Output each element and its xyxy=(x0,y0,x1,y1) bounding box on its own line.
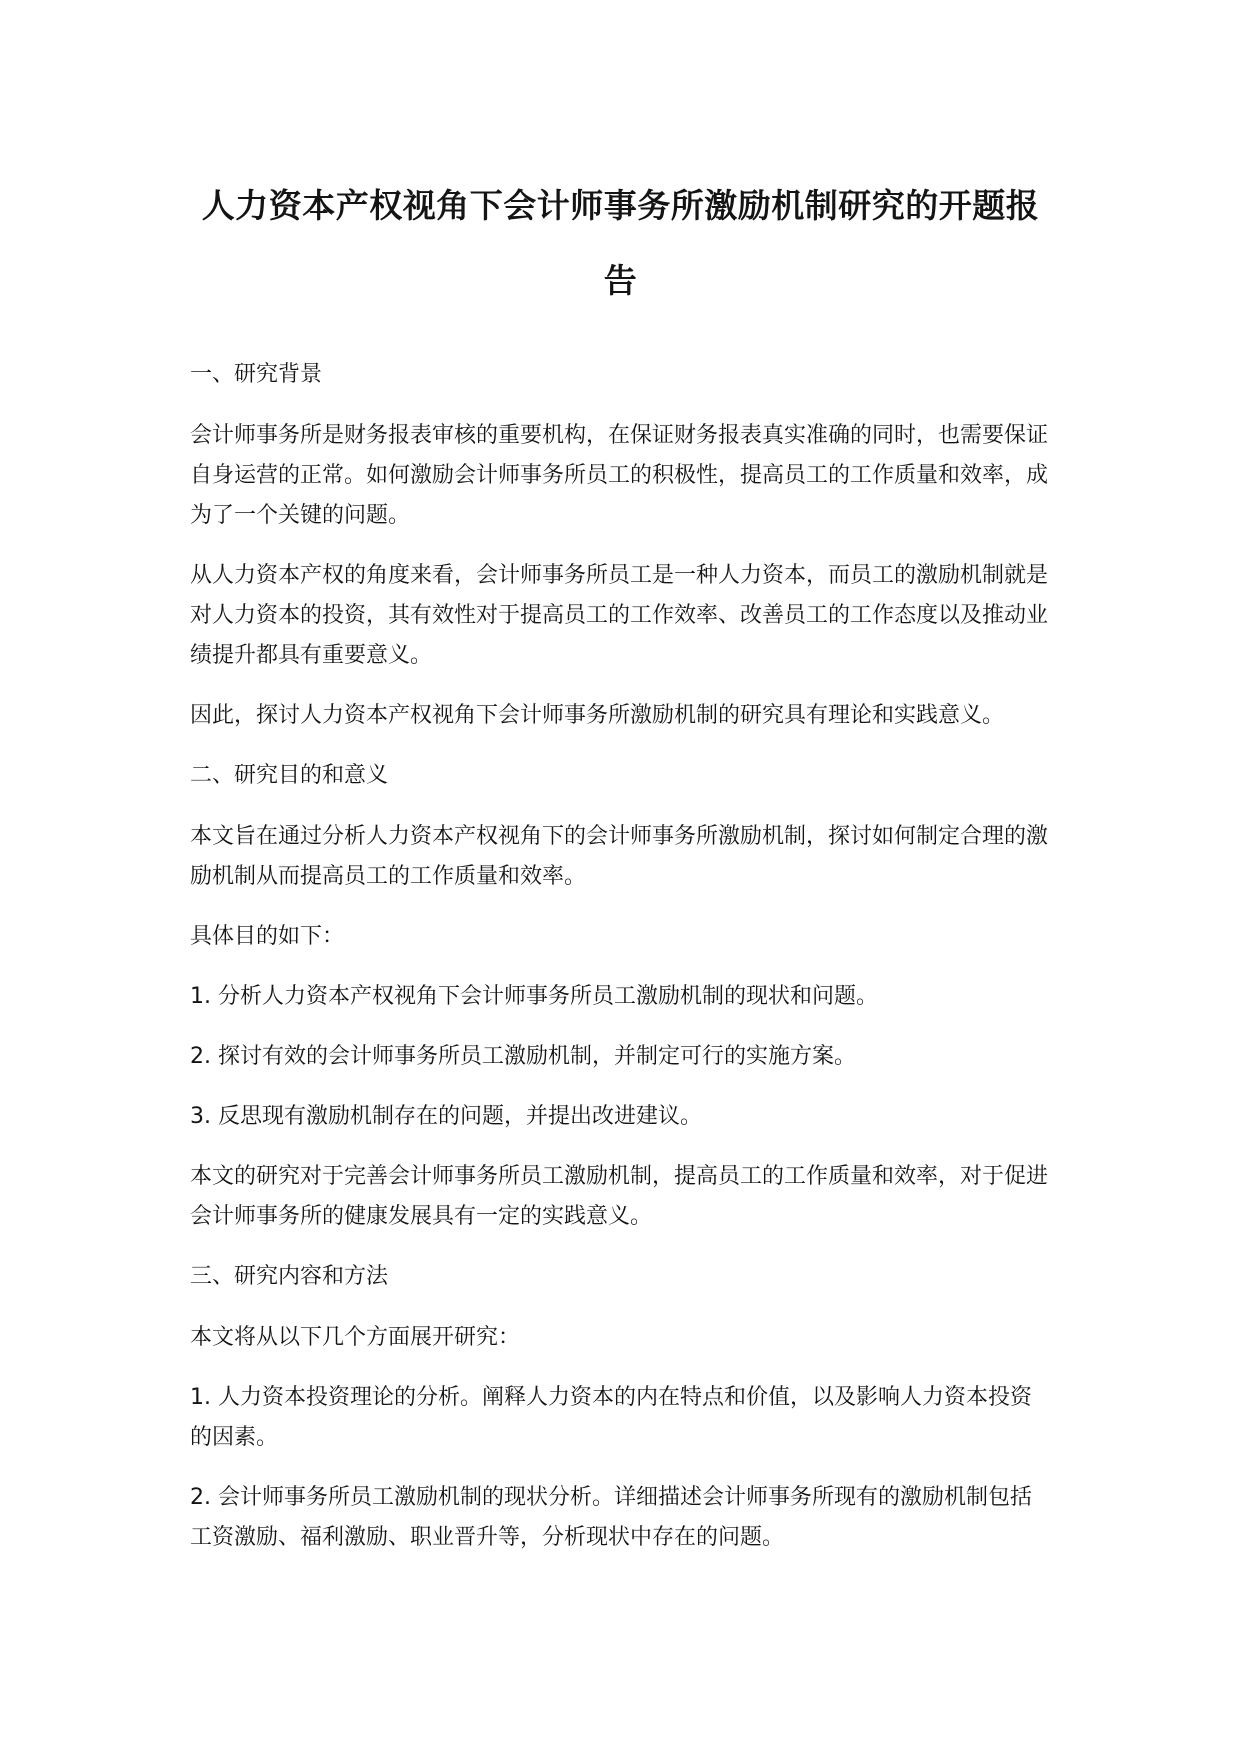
paragraph: 本文将从以下几个方面展开研究： xyxy=(190,1325,521,1350)
paragraph: 因此，探讨人力资本产权视角下会计师事务所激励机制的研究具有理论和实践意义。 xyxy=(190,703,1005,728)
section-heading-content-method: 三、研究内容和方法 xyxy=(190,1264,389,1289)
list-item: 1. 分析人力资本产权视角下会计师事务所员工激励机制的现状和问题。 xyxy=(190,984,878,1009)
list-item: 2. 探讨有效的会计师事务所员工激励机制，并制定可行的实施方案。 xyxy=(190,1044,856,1069)
list-item: 1. 人力资本投资理论的分析。阐释人力资本的内在特点和价值，以及影响人力资本投资的因素。 xyxy=(190,1385,1032,1450)
paragraph: 具体目的如下： xyxy=(190,924,345,949)
paragraph: 本文的研究对于完善会计师事务所员工激励机制，提高员工的工作质量和效率，对于促进会计师事务所的健康发展具有一定的实践意义。 xyxy=(190,1164,1049,1229)
paragraph: 会计师事务所是财务报表审核的重要机构，在保证财务报表真实准确的同时，也需要保证自身运营的正常。如何激励会计师事务所员工的积极性，提高员工的工作质量和效率，成为了一个关键的问题。 xyxy=(190,423,1049,528)
paragraph: 本文旨在通过分析人力资本产权视角下的会计师事务所激励机制，探讨如何制定合理的激励机制从而提高员工的工作质量和效率。 xyxy=(190,824,1049,889)
paragraph: 从人力资本产权的角度来看，会计师事务所员工是一种人力资本，而员工的激励机制就是对人力资本的投资，其有效性对于提高员工的工作效率、改善员工的工作态度以及推动业绩提升都具有重要意义。 xyxy=(190,563,1049,668)
section-heading-background: 一、研究背景 xyxy=(190,362,323,387)
list-item: 2. 会计师事务所员工激励机制的现状分析。详细描述会计师事务所现有的激励机制包括工资激励、福利激励、职业晋升等，分析现状中存在的问题。 xyxy=(190,1485,1032,1550)
document-title: 人力资本产权视角下会计师事务所激励机制研究的开题报告 xyxy=(201,186,1040,300)
section-heading-purpose: 二、研究目的和意义 xyxy=(190,763,389,788)
list-item: 3. 反思现有激励机制存在的问题，并提出改进建议。 xyxy=(190,1104,702,1129)
document-body xyxy=(190,355,1050,1578)
